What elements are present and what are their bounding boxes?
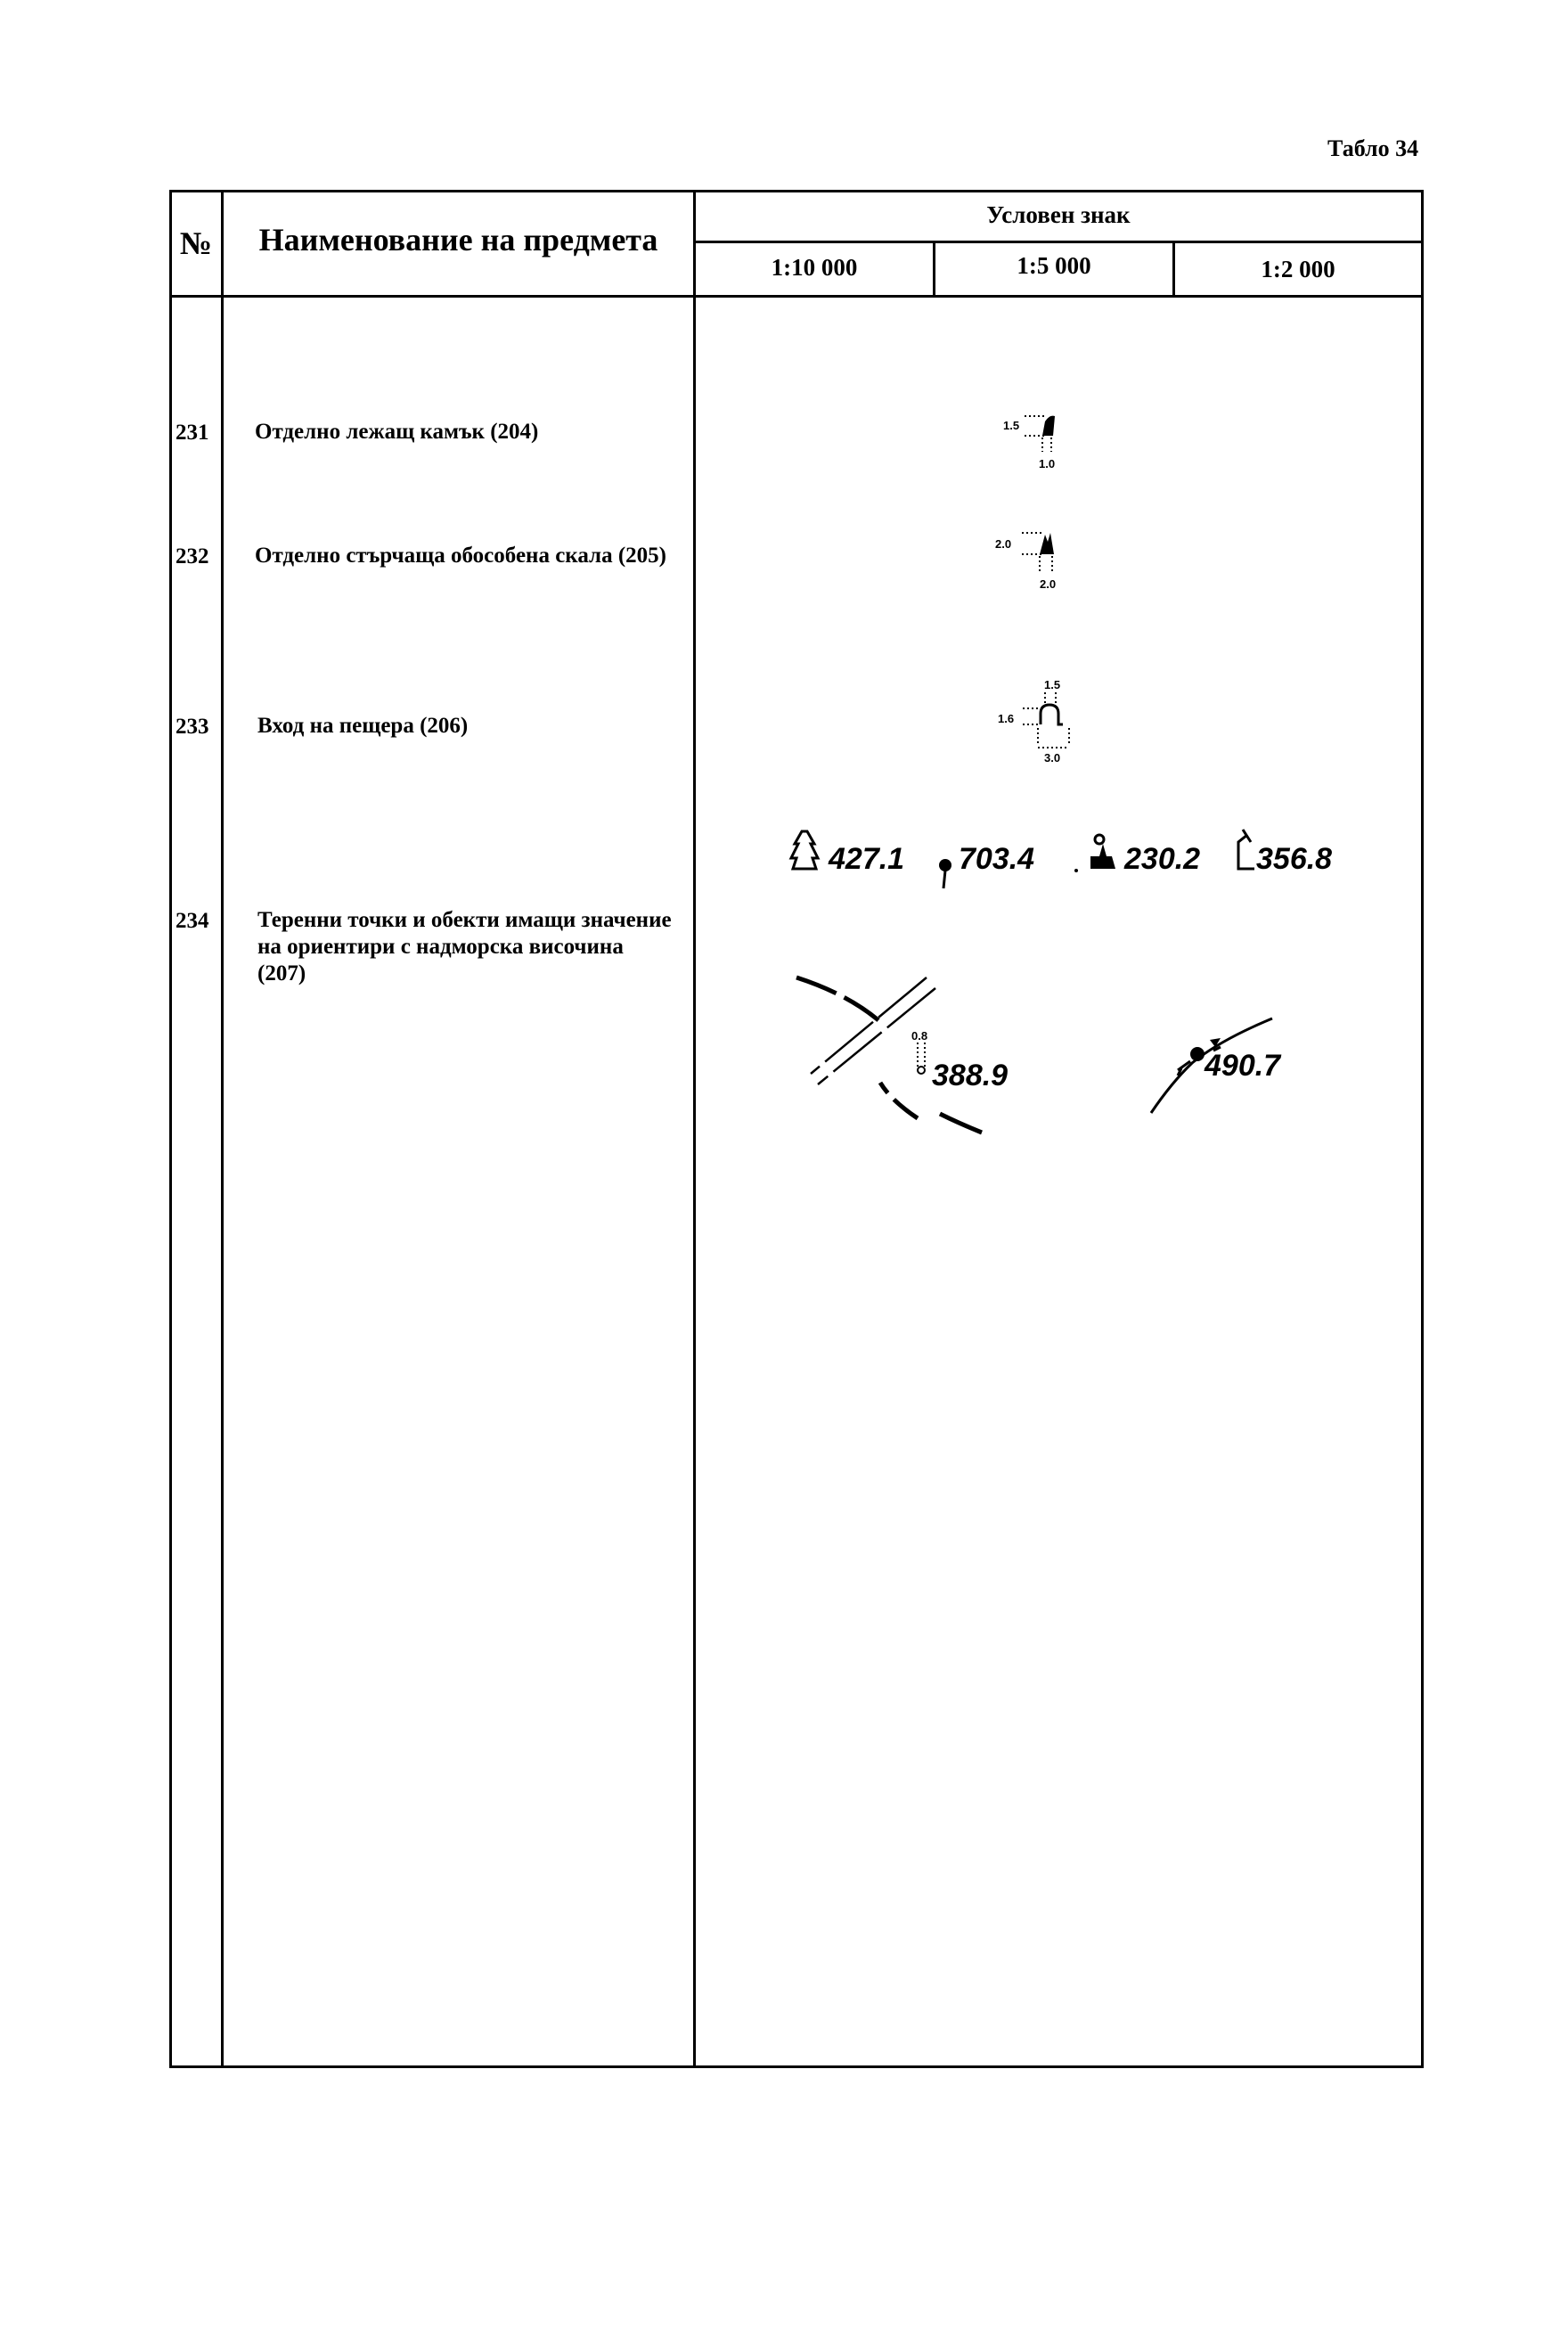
- hunting-tower-icon: [1238, 830, 1254, 869]
- line-point-symbol: [1140, 1011, 1301, 1154]
- page-title: Табло 34: [1327, 135, 1419, 161]
- header-scale-2000: 1:2 000: [1261, 256, 1335, 282]
- tree-icon: [791, 831, 818, 869]
- rock-symbol: [984, 526, 1074, 597]
- crossing-point-symbol: [784, 967, 1033, 1145]
- stone-height-dim: 1.0: [1039, 457, 1056, 470]
- elevation-703-4: 703.4: [959, 842, 1035, 876]
- row-234-number: 234: [176, 909, 209, 933]
- row-232-number: 232: [176, 544, 209, 568]
- cave-bottom-dim: 3.0: [1044, 751, 1061, 765]
- elevation-356-8: 356.8: [1256, 842, 1333, 876]
- cave-side-dim: 1.6: [998, 712, 1015, 725]
- elevation-427-1: 427.1: [829, 842, 905, 876]
- row-231-name: Отделно лежащ камък (204): [255, 420, 539, 444]
- elevation-388-9: 388.9: [932, 1059, 1009, 1092]
- stone-symbol: [989, 405, 1069, 477]
- rock-width-dim: 2.0: [995, 537, 1012, 551]
- row-231-number: 231: [176, 421, 209, 445]
- row-234-name: Теренни точки и обекти имащи значение на ориентири с надморска височина (207): [257, 908, 672, 986]
- elevation-230-2: 230.2: [1124, 842, 1201, 876]
- header-scale-10000: 1:10 000: [771, 254, 858, 281]
- rock-height-dim: 2.0: [1040, 577, 1057, 591]
- header-name: Наименование на предмета: [258, 222, 658, 258]
- cave-entrance-symbol: [989, 673, 1078, 771]
- landmarks-symbols: [784, 824, 1354, 896]
- header-number: №: [179, 225, 213, 261]
- crossing-dim: 0.8: [911, 1029, 928, 1043]
- cave-top-dim: 1.5: [1044, 678, 1061, 691]
- monument-icon: [1074, 835, 1115, 872]
- header-scale-5000: 1:5 000: [1017, 252, 1091, 279]
- well-icon: [939, 859, 951, 888]
- header-symbol: Условен знак: [986, 201, 1131, 228]
- elevation-490-7: 490.7: [1205, 1049, 1281, 1083]
- stone-width-dim: 1.5: [1003, 419, 1020, 432]
- row-233-name: Вход на пещера (206): [257, 714, 469, 738]
- row-232-name: Отделно стърчаща обособена скала (205): [255, 544, 666, 568]
- row-233-number: 233: [176, 715, 209, 739]
